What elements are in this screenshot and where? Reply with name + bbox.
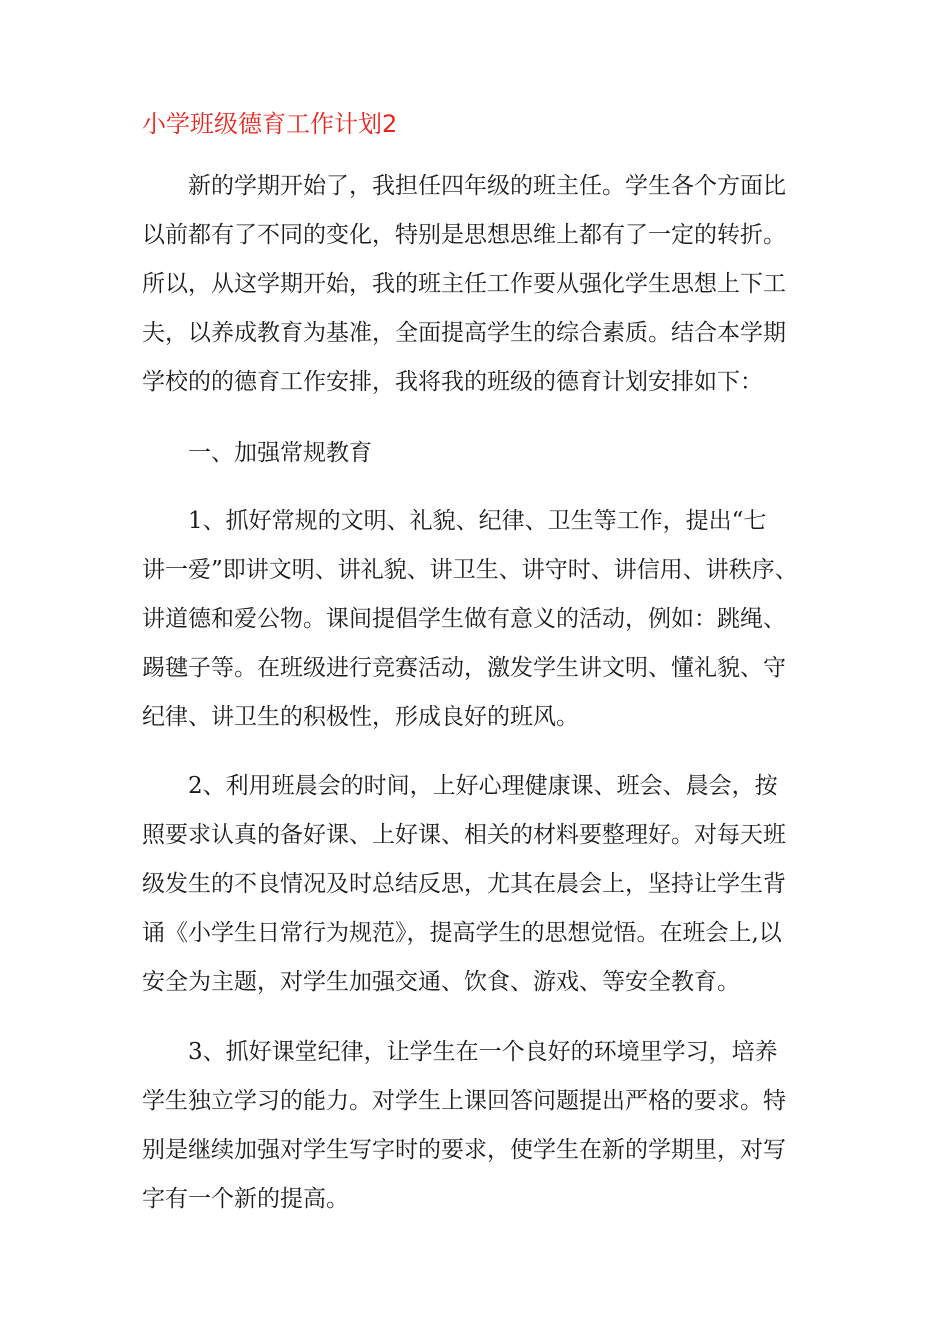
paragraph-line: 安全为主题，对学生加强交通、饮食、游戏、等安全教育。 bbox=[142, 969, 740, 995]
section-heading bbox=[142, 429, 812, 478]
paragraph-line: 以前都有了不同的变化，特别是思想思维上都有了一定的转折。 bbox=[142, 222, 786, 248]
paragraph-line: 2、利用班晨会的时间，上好心理健康课、班会、晨会，按 bbox=[188, 773, 778, 799]
paragraph-item-2 bbox=[142, 762, 812, 1007]
paragraph-line: 级发生的不良情况及时总结反思，尤其在晨会上，坚持让学生背 bbox=[142, 871, 786, 897]
section-heading-text: 一、加强常规教育 bbox=[188, 440, 372, 466]
paragraph-line: 1、抓好常规的文明、礼貌、纪律、卫生等工作，提出“七 bbox=[188, 508, 767, 534]
paragraph-line: 照要求认真的备好课、上好课、相关的材料要整理好。对每天班 bbox=[142, 822, 786, 848]
paragraph-line: 踢毽子等。在班级进行竞赛活动，激发学生讲文明、懂礼貌、守 bbox=[142, 655, 786, 681]
paragraph-line: 新的学期开始了，我担任四年级的班主任。学生各个方面比 bbox=[188, 173, 786, 199]
paragraph-line: 所以，从这学期开始，我的班主任工作要从强化学生思想上下工 bbox=[142, 271, 786, 297]
paragraph-line: 诵《小学生日常行为规范》，提高学生的思想觉悟。在班会上,以 bbox=[142, 920, 782, 946]
paragraph-item-3 bbox=[142, 1028, 812, 1224]
paragraph-item-1 bbox=[142, 497, 812, 742]
paragraph-line: 别是继续加强对学生写字时的要求，使学生在新的学期里，对写 bbox=[142, 1137, 786, 1163]
paragraph-line: 学校的的德育工作安排，我将我的班级的德育计划安排如下： bbox=[142, 369, 763, 395]
paragraph-line: 讲道德和爱公物。课间提倡学生做有意义的活动，例如：跳绳、 bbox=[142, 606, 786, 632]
paragraph-line: 学生独立学习的能力。对学生上课回答问题提出严格的要求。特 bbox=[142, 1088, 786, 1114]
paragraph-line: 纪律、讲卫生的积极性，形成良好的班风。 bbox=[142, 704, 579, 730]
paragraph-line: 夫，以养成教育为基准，全面提高学生的综合素质。结合本学期 bbox=[142, 320, 786, 346]
paragraph-line: 字有一个新的提高。 bbox=[142, 1186, 349, 1212]
document-title: 小学班级德育工作计划2 bbox=[142, 110, 398, 138]
paragraph-line: 3、抓好课堂纪律，让学生在一个良好的环境里学习，培养 bbox=[188, 1039, 778, 1065]
paragraph-intro bbox=[142, 162, 812, 407]
paragraph-line: 讲一爱”即讲文明、讲礼貌、讲卫生、讲守时、讲信用、讲秩序、 bbox=[142, 557, 798, 583]
